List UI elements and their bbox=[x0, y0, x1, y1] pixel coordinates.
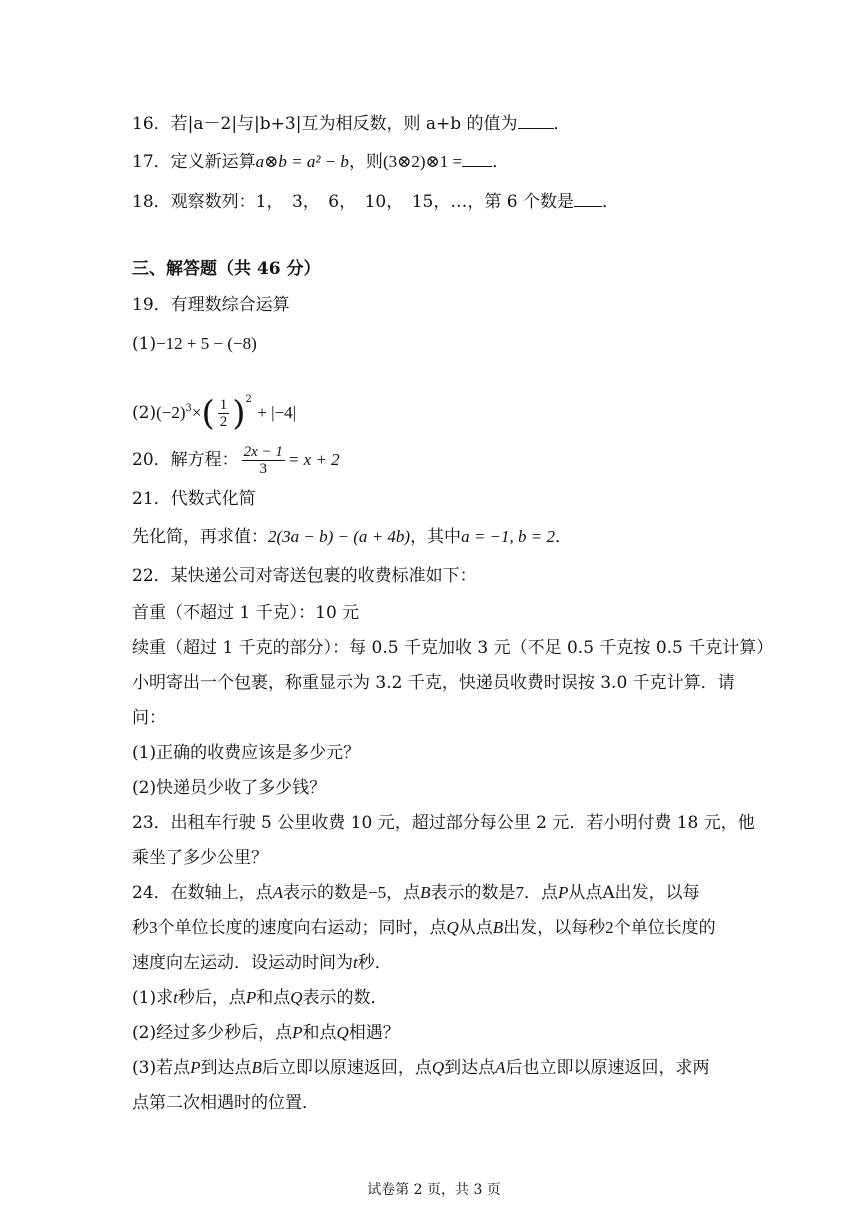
question-text: 秒后，点 bbox=[177, 988, 246, 1008]
section-heading: 三、解答题（共 46 分） bbox=[132, 259, 321, 279]
fraction bbox=[218, 397, 230, 430]
part-label: (2) bbox=[132, 403, 157, 423]
question-24-line: 点第二次相遇时的位置． bbox=[132, 1093, 319, 1113]
math-var: Q bbox=[336, 1023, 349, 1042]
numerator: 1 bbox=[219, 397, 228, 413]
math-var: B bbox=[251, 1058, 262, 1077]
question-text: 秒． bbox=[357, 953, 392, 973]
question-22-line: 小明寄出一个包裹，称重显示为 3.2 千克，快递员收费时误按 3.0 千克计算．请 bbox=[132, 673, 735, 693]
question-text: 和点 bbox=[256, 988, 291, 1008]
question-text: (1)求 bbox=[132, 988, 174, 1008]
question-24-line bbox=[132, 951, 392, 975]
math-var: B bbox=[492, 918, 504, 937]
math-expression: a = −1, b = 2 bbox=[461, 527, 555, 546]
math-var: P bbox=[190, 1058, 201, 1077]
punctuation: ． bbox=[554, 527, 572, 547]
punctuation: ． bbox=[601, 192, 619, 212]
question-24-part-2 bbox=[132, 1021, 400, 1045]
question-text: 秒 bbox=[132, 918, 149, 938]
denominator: 3 bbox=[259, 461, 268, 477]
question-number: 17． bbox=[132, 152, 171, 172]
question-text: (3)若点 bbox=[132, 1058, 191, 1078]
question-21-title: 21．代数式化简 bbox=[132, 489, 256, 509]
question-23-line: 23．出租车行驶 5 公里收费 10 元，超过部分每公里 2 元．若小明付费 18 元，他 bbox=[132, 813, 755, 833]
question-text: 后立即以原速返回，点 bbox=[261, 1058, 432, 1078]
math-operator: × bbox=[191, 403, 202, 422]
math-var: t bbox=[173, 988, 178, 1007]
question-16 bbox=[132, 112, 571, 136]
question-text: 个单位长度的速度向右运动；同时，点 bbox=[157, 918, 447, 938]
question-text: 从点 bbox=[458, 918, 493, 938]
page-footer: 试卷第 2 页，共 3 页 bbox=[367, 1182, 501, 1198]
question-text: ，点 bbox=[386, 883, 421, 903]
math-value: 3 bbox=[149, 918, 158, 937]
math-var: P bbox=[292, 1023, 303, 1042]
answer-blank bbox=[462, 150, 492, 167]
math-expression: a⊗b = a² − b bbox=[255, 152, 349, 171]
question-22-line: 22．某快递公司对寄送包裹的收费标准如下： bbox=[132, 566, 477, 586]
question-text: ，其中 bbox=[410, 527, 462, 547]
question-19-part-2 bbox=[132, 380, 297, 434]
math-value: −5 bbox=[368, 883, 387, 902]
question-21-body bbox=[132, 525, 572, 549]
question-number: 16． bbox=[132, 114, 171, 134]
punctuation: ． bbox=[492, 152, 510, 172]
math-expression: (3⊗2)⊗1 = bbox=[382, 152, 463, 171]
question-22-line: 续重（超过 1 千克的部分）：每 0.5 千克加收 3 元（不足 0.5 千克按 0.5 千克计算） bbox=[132, 638, 774, 658]
answer-blank bbox=[574, 190, 602, 207]
math-value: 7 bbox=[515, 883, 525, 902]
math-expression: 2(3a − b) − (a + 4b) bbox=[268, 527, 411, 546]
math-var: A bbox=[495, 1058, 506, 1077]
question-text: 观察数列：1， 3， 6， 10， 15，…，第 6 个数是 bbox=[170, 192, 574, 212]
question-22-part-1: (1)正确的收费应该是多少元？ bbox=[132, 743, 361, 763]
question-text: 先化简，再求值： bbox=[132, 527, 268, 547]
math-expression: −12 + 5 − (−8) bbox=[156, 334, 257, 353]
right-paren: ) bbox=[232, 393, 246, 434]
math-expression: (−2) bbox=[156, 403, 186, 422]
math-value: 2 bbox=[605, 918, 614, 937]
part-label: (1) bbox=[132, 334, 157, 354]
question-text: 若|a－2|与|b+3|互为相反数，则 a+b 的值为 bbox=[170, 114, 518, 134]
question-text: 从点A出发，以每 bbox=[568, 883, 700, 903]
numerator: 2x − 1 bbox=[243, 444, 283, 460]
question-19-part-1 bbox=[132, 332, 257, 356]
question-24-line bbox=[132, 916, 716, 940]
question-text: 和点 bbox=[302, 1023, 337, 1043]
question-24-part-1 bbox=[132, 986, 388, 1010]
question-text: 20．解方程： bbox=[132, 450, 239, 470]
exponent: 3 bbox=[185, 403, 192, 414]
question-18 bbox=[132, 190, 619, 214]
denominator: 2 bbox=[219, 414, 228, 430]
math-expression: = x + 2 bbox=[287, 450, 340, 469]
math-var: Q bbox=[431, 1058, 445, 1077]
question-19-title: 19．有理数综合运算 bbox=[132, 295, 290, 315]
question-text: ．点 bbox=[524, 883, 559, 903]
question-text: 到达点 bbox=[444, 1058, 496, 1078]
question-text: 表示的数是 bbox=[430, 883, 516, 903]
question-text: 后也立即以原速返回，求两 bbox=[505, 1058, 710, 1078]
question-20 bbox=[132, 440, 340, 480]
question-text: 个单位长度的 bbox=[613, 918, 716, 938]
math-var: B bbox=[420, 883, 431, 902]
question-text: 速度向左运动．设运动时间为 bbox=[132, 953, 353, 973]
question-text: 到达点 bbox=[200, 1058, 252, 1078]
punctuation: ． bbox=[553, 114, 571, 134]
math-var: t bbox=[353, 953, 358, 972]
math-var: A bbox=[272, 883, 284, 902]
question-17 bbox=[132, 150, 509, 174]
math-var: Q bbox=[446, 918, 459, 937]
question-text: (2)经过多少秒后，点 bbox=[132, 1023, 293, 1043]
question-text: 表示的数是 bbox=[283, 883, 369, 903]
question-24-part-3 bbox=[132, 1056, 710, 1080]
question-text: ，则 bbox=[348, 152, 383, 172]
answer-blank bbox=[518, 112, 554, 129]
question-22-line: 问： bbox=[132, 708, 166, 728]
math-expression: + |−4| bbox=[257, 403, 297, 422]
exponent: 2 bbox=[245, 394, 252, 405]
math-var: P bbox=[558, 883, 569, 902]
math-var: Q bbox=[290, 988, 303, 1007]
left-paren: ( bbox=[201, 393, 215, 434]
math-var: P bbox=[245, 988, 257, 1007]
question-24-line bbox=[132, 881, 700, 905]
question-number: 18． bbox=[132, 192, 171, 212]
question-text: 定义新运算 bbox=[170, 152, 256, 172]
question-23-line: 乘坐了多少公里？ bbox=[132, 848, 268, 868]
question-text: 24．在数轴上，点 bbox=[132, 883, 273, 903]
question-22-line: 首重（不超过 1 千克）：10 元 bbox=[132, 603, 360, 623]
question-text: 表示的数． bbox=[302, 988, 388, 1008]
question-22-part-2: (2)快递员少收了多少钱？ bbox=[132, 778, 327, 798]
fraction bbox=[242, 444, 285, 477]
question-text: 出发，以每秒 bbox=[503, 918, 606, 938]
question-text: 相遇？ bbox=[348, 1023, 400, 1043]
